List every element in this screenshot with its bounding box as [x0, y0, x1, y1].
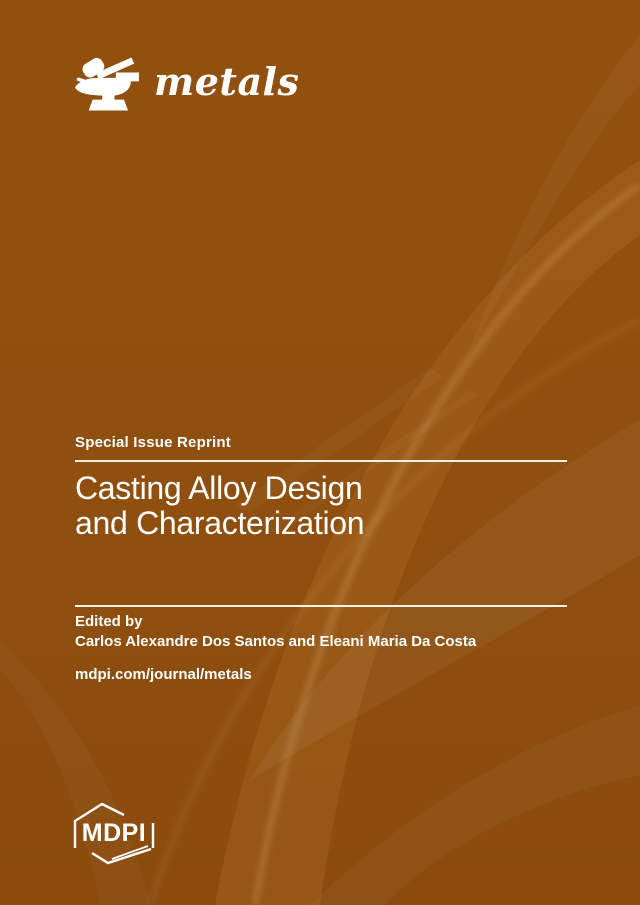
- hammer-anvil-icon: [73, 48, 141, 116]
- page-title: [75, 471, 364, 541]
- title-line-1: Casting Alloy Design: [75, 470, 363, 506]
- title-line-2: and Characterization: [75, 505, 365, 541]
- publisher-logo: [68, 798, 160, 868]
- editors-names: Carlos Alexandre Dos Santos and Eleani Maria Da Costa: [75, 633, 477, 650]
- divider-bottom: [75, 605, 567, 607]
- publisher-name: MDPI: [81, 819, 147, 847]
- series-label: Special Issue Reprint: [75, 434, 231, 451]
- edited-by-label: Edited by: [75, 613, 143, 630]
- journal-url: mdpi.com/journal/metals: [75, 666, 252, 683]
- divider-top: [75, 460, 567, 462]
- journal-name: metals: [154, 59, 300, 104]
- journal-brand: [73, 48, 299, 116]
